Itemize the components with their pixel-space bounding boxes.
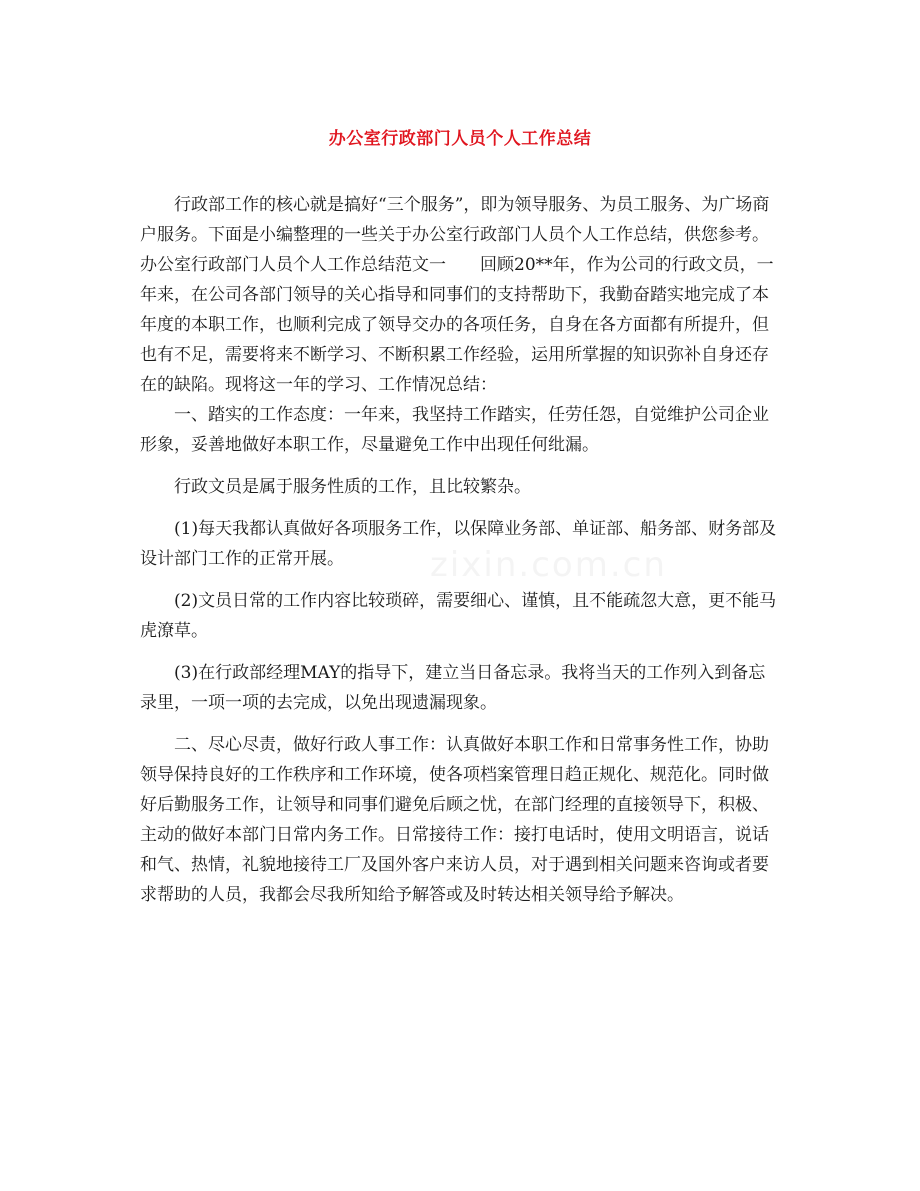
section-one-paragraph: 一、踏实的工作态度：一年来，我坚持工作踏实，任劳任怨，自觉维护公司企业形象，妥善地做好本职工作，尽量避免工作中出现任何纰漏。 (140, 405, 769, 455)
item-1-paragraph: (1)每天我都认真做好各项服务工作，以保障业务部、单证部、船务部、财务部及设计部门工作的正常开展。 (140, 519, 777, 569)
sample-heading-paragraph: 办公室行政部门人员个人工作总结范文一 回顾20**年，作为公司的行政文员，一年来，在公司各部门领导的关心指导和同事们的支持帮助下，我勤奋踏实地完成了本年度的本职工作，也顺利完成了领导交办的各项任务，自身在各方面都有所提升，但也有不足，需要将来不断学习、不断积累工作经验，运用所掌握的知识弥补自身还存在的缺陷。现将这一年的学习、工作情况总结： (140, 255, 774, 395)
clerk-duty-paragraph: 行政文员是属于服务性质的工作，且比较繁杂。 (174, 477, 531, 497)
item-3-paragraph: (3)在行政部经理MAY的指导下，建立当日备忘录。我将当天的工作列入到备忘录里，一项一项的去完成，以免出现遗漏现象。 (140, 663, 766, 713)
document-body (140, 190, 780, 910)
watermark-text: zixin.com.cn (430, 545, 667, 585)
item-2-paragraph: (2)文员日常的工作内容比较琐碎，需要细心、谨慎，且不能疏忽大意，更不能马虎潦草。 (140, 591, 777, 641)
intro-paragraph: 行政部工作的核心就是搞好“三个服务”，即为领导服务、为员工服务、为广场商户服务。下面是小编整理的一些关于办公室行政部门人员个人工作总结，供您参考。 (140, 195, 770, 245)
section-two-paragraph: 二、尽心尽责，做好行政人事工作：认真做好本职工作和日常事务性工作，协助领导保持良好的工作秩序和工作环境，使各项档案管理日趋正规化、规范化。同时做好后勤服务工作，让领导和同事们避免后顾之忧，在部门经理的直接领导下，积极、主动的做好本部门日常内务工作。日常接待工作：接打电话时，使用文明语言，说话和气、热情，礼貌地接待工厂及国外客户来访人员，对于遇到相关问题来咨询或者要求帮助的人员，我都会尽我所知给予解答或及时转达相关领导给予解决。 (140, 735, 769, 905)
document-title: 办公室行政部门人员个人工作总结 (328, 129, 592, 149)
